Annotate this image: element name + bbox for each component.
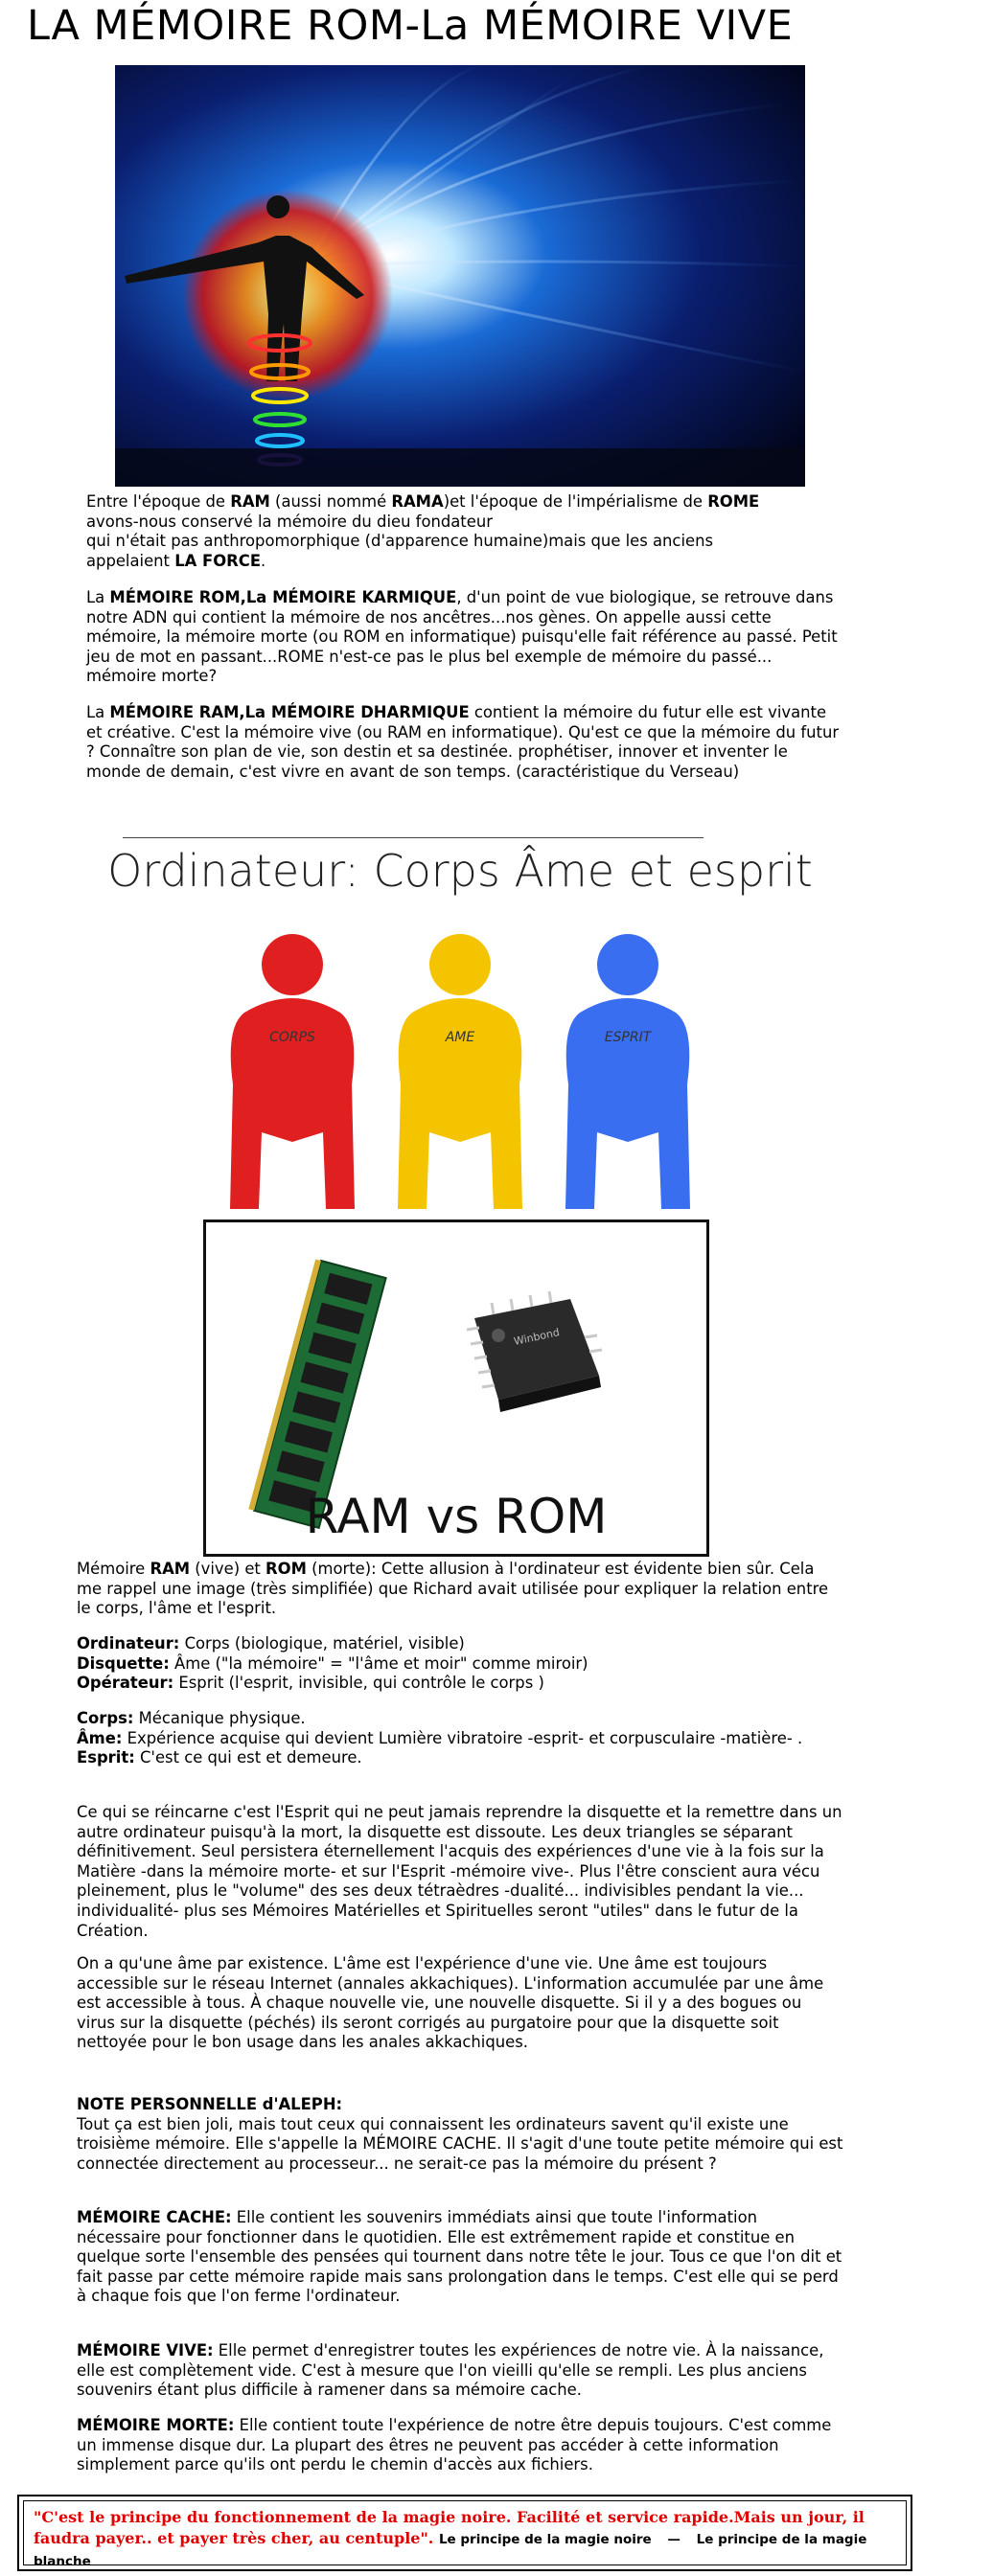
footer-separator: — xyxy=(667,2532,681,2547)
page-title: LA MÉMOIRE ROM-La MÉMOIRE VIVE xyxy=(27,2,794,50)
body-label-esprit: ESPRIT xyxy=(604,1030,652,1045)
intro-paragraph-3: La MÉMOIRE RAM,La MÉMOIRE DHARMIQUE contient la mémoire du futur elle est vivante et créative. C'est la mémoire vive (ou RAM en informatique). Qu'est ce que la mémoire du futur ? Connaître son plan de vie, son destin et sa destinée. prophétiser, innover et inventer le monde de demain, c'est vivre en avant de son temps. (caractéristique du Verseau) xyxy=(86,703,840,781)
paragraph-ame: On a qu'une âme par existence. L'âme est l'expérience d'une vie. Une âme est toujours accessible sur le réseau Internet (annales akkachiques). L'information accumulée par une âme est accessible à tous. À chaque nouvelle vie, une nouvelle disquette. Si il y a des bogues ou virus sur la disquette (péchés) ils seront corrigés au purgatoire pour que la disquette soit nettoyée pour le bon usage dans les anales akkachiques. xyxy=(77,1954,824,2052)
chip-label: Winbond xyxy=(512,1326,561,1348)
memoire-morte: MÉMOIRE MORTE: Elle contient toute l'expérience de notre être depuis toujours. C'est comme un immense disque dur. La plupart des êtres ne peuvent pas accéder à cette information simplement parce qu'ils ont perdu le chemin d'accès aux fichiers. xyxy=(77,2416,832,2474)
body-corps xyxy=(230,934,355,1209)
article-intro: Mémoire RAM (vive) et ROM (morte): Cette allusion à l'ordinateur est évidente bien sûr. Cela me rappel une image (très simplifiée) que Richard avait utilisée pour expliquer la relation entre le corps, l'âme et l'esprit. xyxy=(77,1560,829,1618)
rom-chip-icon xyxy=(467,1291,602,1412)
link-magie-noire[interactable]: Le principe de la magie noire xyxy=(438,2532,652,2547)
footer-quote: "C'est le principe du fonctionnement de la magie noire. Facilité et service rapide.Mais un jour, il faudra payer.. et payer très cher, au centuple". Le principe de la magie noire — Le principe de la magie blanche xyxy=(34,2508,867,2569)
body-label-corps: CORPS xyxy=(269,1030,315,1045)
ram-vs-rom-image xyxy=(203,1220,709,1557)
memoire-cache: MÉMOIRE CACHE: Elle contient les souvenirs immédiats ainsi que toute l'information nécessaire pour fonctionner dans le quotidien. Elle est extrêmement rapide et constitue en quelque sorte l'ensemble des pensées qui tournent dans notre tête le jour. Tous ce que l'on dit et fait passe par cette mémoire rapide mais sans prolongation dans le temps. C'est elle qui se perd à chaque fois que l'on ferme l'ordinateur. xyxy=(77,2208,842,2306)
body-esprit xyxy=(565,934,690,1209)
intro-paragraph-2: La MÉMOIRE ROM,La MÉMOIRE KARMIQUE, d'un point de vue biologique, se retrouve dans notre ADN qui contient la mémoire de nos ancêtres...nos gènes. On appelle aussi cette mémoire, la mémoire morte (ou ROM en informatique) puisqu'elle fait référence au passé. Petit jeu de mot en passant...ROME n'est-ce pas le plus bel exemple de mémoire du passé... mémoire morte? xyxy=(86,588,838,686)
body-ame xyxy=(398,934,522,1209)
definitions-corps: Corps: Mécanique physique. Âme: Expérience acquise qui devient Lumière vibratoire -esprit- et corpusculaire -matière- . Esprit: C'est ce qui est et demeure. xyxy=(77,1709,803,1767)
note-personnelle: NOTE PERSONNELLE d'ALEPH: Tout ça est bien joli, mais tout ceux qui connaissent les ordinateurs savent qu'il existe une troisième mémoire. Elle s'appelle la MÉMOIRE CACHE. Il s'agit d'une toute petite mémoire qui est connectée directement au processeur... ne serait-ce pas la mémoire du présent ? xyxy=(77,2095,843,2173)
footer-quote-box xyxy=(17,2495,912,2571)
ram-module-icon xyxy=(248,1259,385,1527)
hero-image xyxy=(115,65,805,487)
ram-vs-rom-caption: RAM vs ROM xyxy=(305,1489,608,1544)
section-title: Ordinateur: Corps Âme et esprit xyxy=(107,845,813,897)
memoire-vive: MÉMOIRE VIVE: Elle permet d'enregistrer toutes les expériences de notre vie. À la naissance, elle est complètement vide. C'est à mesure que l'on vieilli qu'elle se rempli. Les plus anciens souvenirs étant plus difficile à ramener dans sa mémoire cache. xyxy=(77,2341,824,2400)
horizontal-divider xyxy=(123,837,704,838)
intro-paragraph-1: Entre l'époque de RAM (aussi nommé RAMA)et l'époque de l'impérialisme de ROME avons-nous conservé la mémoire du dieu fondateur qui n'était pas anthropomorphique (d'apparence humaine)mais que les anciens appelaient LA FORCE. xyxy=(86,492,760,570)
corps-ame-esprit-image xyxy=(216,922,704,1219)
link-magie-blanche[interactable]: Le principe de la magie blanche xyxy=(34,2532,867,2569)
body-label-ame: AME xyxy=(445,1030,475,1045)
definitions-ordinateur: Ordinateur: Corps (biologique, matériel, visible) Disquette: Âme ("la mémoire" = "l'âme et moir" comme miroir) Opérateur: Esprit (l'esprit, invisible, qui contrôle le corps ) xyxy=(77,1634,588,1693)
paragraph-reincarnation: Ce qui se réincarne c'est l'Esprit qui ne peut jamais reprendre la disquette et la remettre dans un autre ordinateur puisqu'à la mort, la disquette est dissoute. Les deux triangles se séparant définitivement. Seul persistera éternellement l'acquis des expériences d'une vie à la fois sur la Matière -dans la mémoire morte- et sur l'Esprit -mémoire vive-. Plus l'être conscient aura vécu pleinement, plus le "volume" des ses deux tétraèdres -dualité... indivisibles pendant la vie... individualité- plus ses Mémoires Matérielles et Spirituelles seront "utiles" dans le futur de la Création. xyxy=(77,1803,842,1940)
